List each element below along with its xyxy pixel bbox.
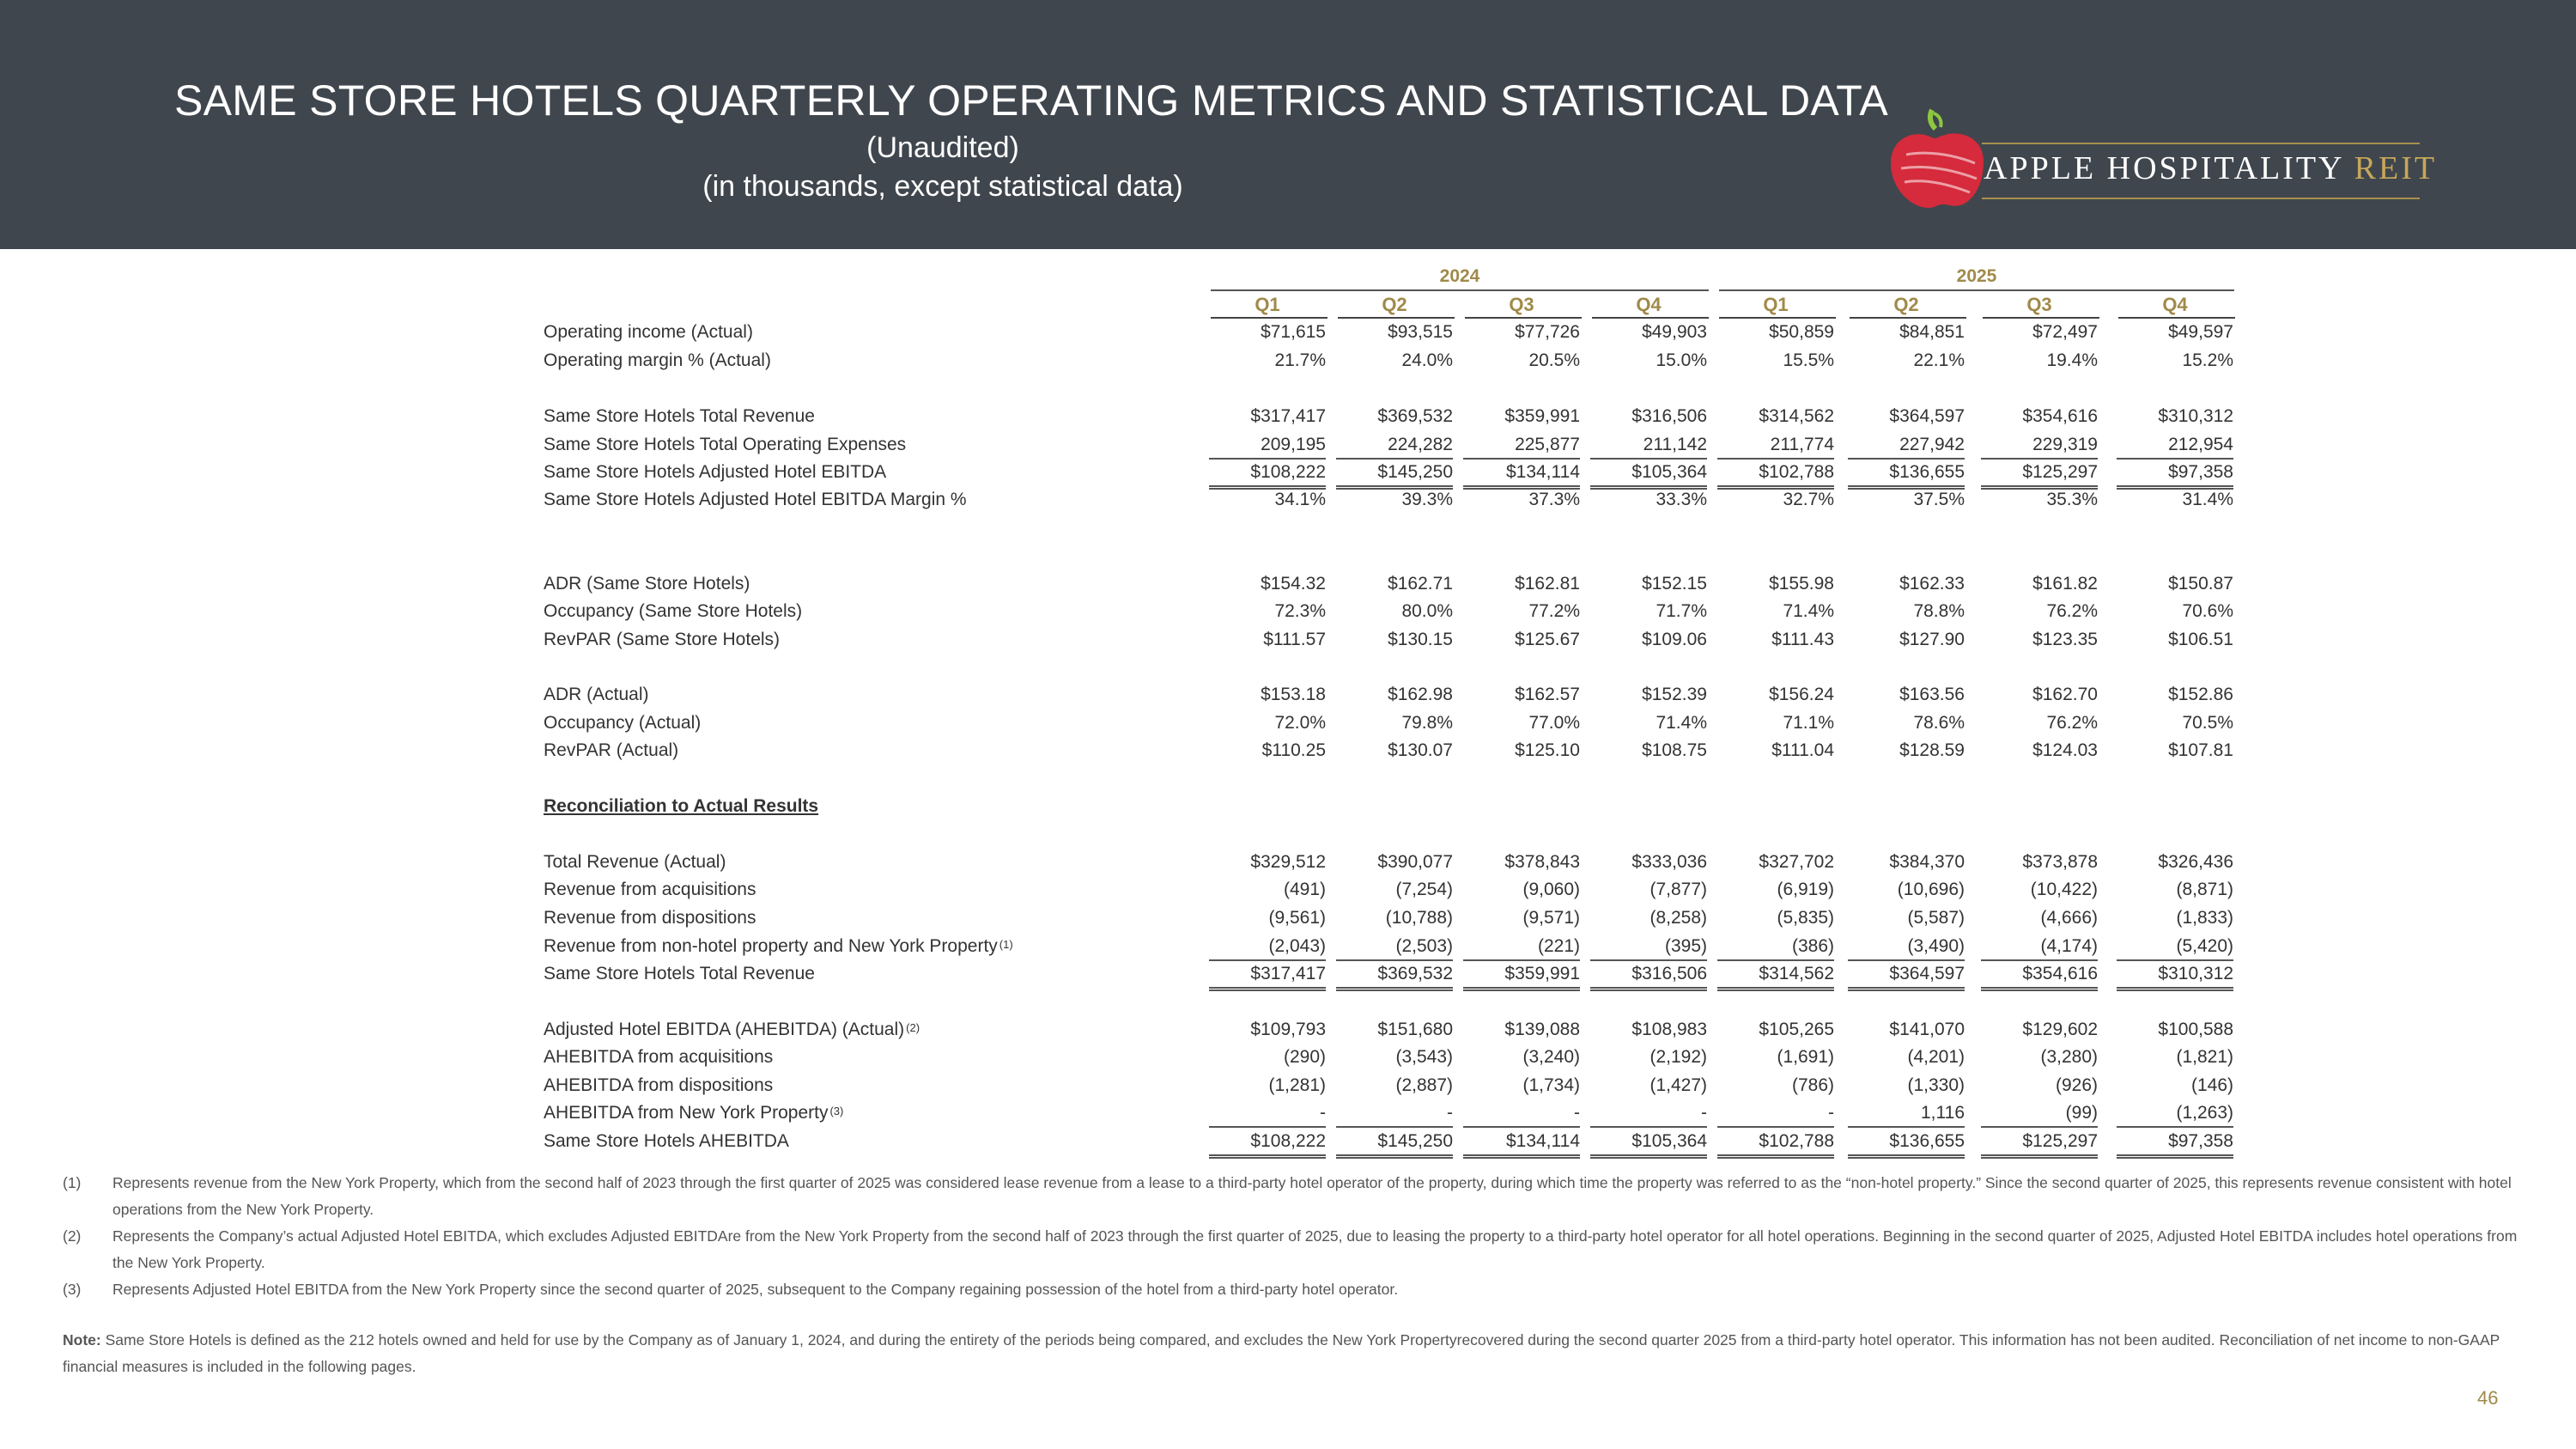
table-cell: (1,263) (2117, 1100, 2233, 1128)
table-cell: 71.1% (1783, 713, 1834, 733)
table-cell: $390,077 (1377, 852, 1453, 872)
table-cell: $129,602 (2022, 1020, 2098, 1039)
table-cell: (7,254) (1395, 880, 1453, 899)
table-cell: $326,436 (2158, 852, 2233, 872)
table-cell: 24.0% (1401, 350, 1453, 370)
table-cell: $105,265 (1759, 1020, 1834, 1039)
table-cell: $153.18 (1261, 685, 1326, 704)
header-band (0, 0, 2576, 249)
table-cell: $136,655 (1848, 1129, 1965, 1159)
table-cell: 212,954 (2117, 432, 2233, 460)
table-cell: $125,297 (1981, 460, 2098, 490)
table-cell: $310,312 (2158, 406, 2233, 426)
table-cell: $155.98 (1769, 574, 1834, 594)
table-cell: (1,281) (1268, 1075, 1326, 1095)
table-cell: $161.82 (2032, 574, 2098, 594)
table-cell: $109,793 (1250, 1020, 1326, 1039)
table-cell: (2,043) (1209, 934, 1326, 961)
row-label: Revenue from acquisitions (544, 880, 756, 899)
table-row (0, 460, 2576, 487)
table-cell: $125,297 (1981, 1129, 2098, 1159)
table-cell: (4,174) (1981, 934, 2098, 961)
table-cell: - (1590, 1100, 1707, 1128)
table-cell: 224,282 (1336, 432, 1453, 460)
table-cell: (9,571) (1522, 908, 1580, 928)
table-cell: $369,532 (1377, 406, 1453, 426)
table-cell: $154.32 (1261, 574, 1326, 594)
table-cell: $151,680 (1377, 1020, 1453, 1039)
table-cell: $145,250 (1336, 460, 1453, 490)
logo-rule-top (1982, 143, 2420, 144)
table-row (0, 571, 2576, 599)
table-cell: $136,655 (1848, 460, 1965, 490)
table-row (0, 934, 2576, 961)
table-cell: (1,833) (2176, 908, 2233, 928)
row-label: AHEBITDA from dispositions (544, 1075, 774, 1095)
table-cell: - (1209, 1100, 1326, 1128)
table-cell: $162.81 (1515, 574, 1580, 594)
footnote-text: Represents revenue from the New York Property, which from the second half of 2023 through the first quarter of 2025 was considered lease revenue from a lease to a third-party hotel operator of the property, during which time the property was referred to as the “non-hotel property.” Since the second quarter of 2025, this represents revenue consistent with hotel operations from the New York Property. (112, 1174, 2512, 1218)
table-cell: (3,543) (1395, 1047, 1453, 1067)
quarter-header-rule (1592, 317, 1709, 319)
table-row (0, 1044, 2576, 1072)
year-rule-2024 (1211, 289, 1709, 291)
row-label: Reconciliation to Actual Results (544, 796, 819, 816)
table-cell: $77,726 (1515, 322, 1580, 342)
table-row (0, 849, 2576, 877)
table-row (0, 348, 2576, 375)
table-cell: (3,240) (1522, 1047, 1580, 1067)
quarter-header: Q3 (1509, 294, 1534, 315)
table-cell: $125.10 (1515, 740, 1580, 760)
table-cell: $110.25 (1261, 740, 1326, 760)
quarter-header: Q1 (1255, 294, 1280, 315)
table-cell: $107.81 (2168, 740, 2233, 760)
table-row (0, 432, 2576, 460)
table-cell: $317,417 (1250, 406, 1326, 426)
table-cell: (1,691) (1777, 1047, 1834, 1067)
table-cell: $314,562 (1759, 406, 1834, 426)
table-cell: $162.70 (2032, 685, 2098, 704)
table-cell: 72.3% (1274, 601, 1326, 621)
table-cell: 21.7% (1274, 350, 1326, 370)
table-cell: (3,490) (1848, 934, 1965, 961)
table-cell: 15.2% (2182, 350, 2233, 370)
year-rule-2025 (1719, 289, 2234, 291)
table-cell: (8,258) (1649, 908, 1707, 928)
table-cell: $109.06 (1642, 630, 1707, 649)
table-cell: $128.59 (1899, 740, 1965, 760)
table-cell: $123.35 (2032, 630, 2098, 649)
footnote (63, 1223, 2536, 1276)
table-cell: $124.03 (2032, 740, 2098, 760)
table-cell: $150.87 (2168, 574, 2233, 594)
table-cell: (1,330) (1907, 1075, 1965, 1095)
table-cell: 77.2% (1528, 601, 1580, 621)
table-cell: $141,070 (1889, 1020, 1965, 1039)
table-cell: (1,734) (1522, 1075, 1580, 1095)
table-cell: $108,983 (1631, 1020, 1707, 1039)
row-label: Same Store Hotels Total Revenue (544, 406, 815, 426)
table-row (0, 1129, 2576, 1156)
table-cell: $130.15 (1388, 630, 1453, 649)
company-logo-text: APPLE HOSPITALITY REIT (1984, 150, 2438, 186)
table-cell: (10,788) (1385, 908, 1453, 928)
footnote-marker: (1) (999, 938, 1013, 951)
year-header-2024: 2024 (1439, 266, 1480, 286)
table-cell: 39.3% (1401, 490, 1453, 509)
table-row (0, 1017, 2576, 1044)
table-cell: 211,774 (1717, 432, 1834, 460)
table-cell: $130.07 (1388, 740, 1453, 760)
table-cell: $359,991 (1504, 406, 1580, 426)
table-row (0, 794, 2576, 821)
row-label: Same Store Hotels AHEBITDA (544, 1131, 789, 1151)
row-label: Occupancy (Actual) (544, 713, 702, 733)
table-cell: $106.51 (2168, 630, 2233, 649)
table-row (0, 710, 2576, 738)
table-cell: $105,364 (1590, 460, 1707, 490)
subtitle-units: (in thousands, except statistical data) (702, 170, 1183, 203)
table-cell: 1,116 (1848, 1100, 1965, 1128)
footnote-marker: (2) (906, 1021, 920, 1034)
quarter-header: Q1 (1763, 294, 1789, 315)
table-cell: $49,903 (1642, 322, 1707, 342)
footnote-marker: (3) (829, 1105, 844, 1117)
table-cell: 15.5% (1783, 350, 1834, 370)
table-cell: (4,201) (1907, 1047, 1965, 1067)
table-cell: $97,358 (2117, 1129, 2233, 1159)
table-cell: $327,702 (1759, 852, 1834, 872)
table-cell: - (1336, 1100, 1453, 1128)
table-cell: $364,597 (1889, 406, 1965, 426)
table-cell: 76.2% (2046, 601, 2098, 621)
row-label: Same Store Hotels Adjusted Hotel EBITDA (544, 462, 887, 482)
table-cell: 71.4% (1656, 713, 1707, 733)
table-cell: $111.04 (1771, 740, 1834, 760)
table-cell: $108,222 (1209, 1129, 1326, 1159)
quarter-header-rule (1211, 317, 1327, 319)
table-cell: $102,788 (1717, 1129, 1834, 1159)
year-header-2025: 2025 (1956, 266, 1997, 286)
table-cell: $329,512 (1250, 852, 1326, 872)
table-cell: 37.5% (1913, 490, 1965, 509)
row-label: AHEBITDA from New York Property $^{(3)}$ (544, 1103, 844, 1123)
table-cell: - (1717, 1100, 1834, 1128)
row-label: ADR (Same Store Hotels) (544, 574, 750, 594)
table-cell: 79.8% (1401, 713, 1453, 733)
table-cell: 229,319 (1981, 432, 2098, 460)
table-cell: (395) (1590, 934, 1707, 961)
page-number: 46 (2477, 1387, 2499, 1409)
table-cell: $111.43 (1771, 630, 1834, 649)
table-cell: $100,588 (2158, 1020, 2233, 1039)
table-cell: $162.57 (1515, 685, 1580, 704)
table-cell: $108,222 (1209, 460, 1326, 490)
table-cell: 211,142 (1590, 432, 1707, 460)
note: Note: Same Store Hotels is defined as the 212 hotels owned and held for use by the Company as of January 1, 2024, and during the entirety of the periods being compared, and excludes the New York Propertyrecovered during the second quarter 2025 from a third-party hotel operator. This information has not been audited. Reconciliation of net income to non-GAAP financial measures is included in the following pages. (63, 1331, 2500, 1375)
table-cell: (146) (2190, 1075, 2233, 1095)
table-cell: (10,696) (1897, 880, 1965, 899)
table-cell: $378,843 (1504, 852, 1580, 872)
row-label: Operating margin % (Actual) (544, 350, 771, 370)
table-cell: 71.4% (1783, 601, 1834, 621)
table-cell: $152.15 (1642, 574, 1707, 594)
row-label: Same Store Hotels Total Revenue (544, 964, 815, 983)
table-cell: $108.75 (1642, 740, 1707, 760)
table-cell: (9,060) (1522, 880, 1580, 899)
table-cell: $49,597 (2168, 322, 2233, 342)
quarter-header-rule (2118, 317, 2235, 319)
table-cell: 70.5% (2182, 713, 2233, 733)
table-row (0, 682, 2576, 709)
table-cell: $152.86 (2168, 685, 2233, 704)
table-cell: $127.90 (1899, 630, 1965, 649)
footnote-text: Represents Adjusted Hotel EBITDA from the New York Property since the second quarter of 2025, subsequent to the Company regaining possession of the hotel from a third-party hotel operator. (112, 1281, 1399, 1298)
table-cell: 19.4% (2046, 350, 2098, 370)
table-cell: (8,871) (2176, 880, 2233, 899)
table-row (0, 599, 2576, 626)
table-cell: (2,887) (1395, 1075, 1453, 1095)
table-cell: $333,036 (1631, 852, 1707, 872)
table-cell: (4,666) (2040, 908, 2098, 928)
quarter-header-rule (1465, 317, 1582, 319)
table-cell: $384,370 (1889, 852, 1965, 872)
table-cell: 78.6% (1913, 713, 1965, 733)
table-cell: $134,114 (1463, 1129, 1580, 1159)
footnotes (63, 1170, 2536, 1303)
table-cell: - (1463, 1100, 1580, 1128)
table-cell: $72,497 (2032, 322, 2098, 342)
quarter-header-rule (1338, 317, 1455, 319)
table-row (0, 738, 2576, 765)
table-cell: $97,358 (2117, 460, 2233, 490)
table-row (0, 404, 2576, 431)
table-cell: $134,114 (1463, 460, 1580, 490)
table-row (0, 877, 2576, 904)
row-label: Operating income (Actual) (544, 322, 753, 342)
table-cell: $314,562 (1717, 961, 1834, 991)
row-label: RevPAR (Same Store Hotels) (544, 630, 781, 649)
table-cell: 80.0% (1401, 601, 1453, 621)
table-cell: (2,192) (1649, 1047, 1707, 1067)
table-cell: 15.0% (1656, 350, 1707, 370)
table-cell: $310,312 (2117, 961, 2233, 991)
table-cell: $163.56 (1899, 685, 1965, 704)
table-cell: $162.98 (1388, 685, 1453, 704)
table-row (0, 961, 2576, 989)
table-cell: $354,616 (2022, 406, 2098, 426)
table-cell: (5,587) (1907, 908, 1965, 928)
table-cell: $316,506 (1631, 406, 1707, 426)
table-cell: (6,919) (1777, 880, 1834, 899)
quarter-header: Q3 (2026, 294, 2052, 315)
table-cell: $102,788 (1717, 460, 1834, 490)
table-cell: 71.7% (1656, 601, 1707, 621)
table-cell: (926) (2055, 1075, 2098, 1095)
table-cell: 209,195 (1209, 432, 1326, 460)
table-cell: (1,821) (2176, 1047, 2233, 1067)
logo-rule-bottom (1982, 198, 2420, 199)
row-label: RevPAR (Actual) (544, 740, 679, 760)
table-cell: $84,851 (1899, 322, 1965, 342)
table-cell: (2,503) (1336, 934, 1453, 961)
table-cell: $125.67 (1515, 630, 1580, 649)
table-cell: (290) (1283, 1047, 1326, 1067)
table-cell: 227,942 (1848, 432, 1965, 460)
table-cell: $364,597 (1848, 961, 1965, 991)
table-row (0, 905, 2576, 933)
table-cell: $145,250 (1336, 1129, 1453, 1159)
table-cell: $156.24 (1769, 685, 1834, 704)
row-label: Same Store Hotels Adjusted Hotel EBITDA Margin % (544, 490, 967, 509)
row-label: AHEBITDA from acquisitions (544, 1047, 774, 1067)
table-cell: 35.3% (2046, 490, 2098, 509)
table-cell: $317,417 (1209, 961, 1326, 991)
table-cell: 32.7% (1783, 490, 1834, 509)
table-cell: 34.1% (1274, 490, 1326, 509)
table-cell: 76.2% (2046, 713, 2098, 733)
footnote-number: (2) (63, 1227, 82, 1245)
table-row (0, 627, 2576, 654)
table-cell: (9,561) (1268, 908, 1326, 928)
table-cell: (5,835) (1777, 908, 1834, 928)
table-cell: (7,877) (1649, 880, 1707, 899)
table-cell: $373,878 (2022, 852, 2098, 872)
table-cell: $139,088 (1504, 1020, 1580, 1039)
table-cell: 20.5% (1528, 350, 1580, 370)
table-cell: $71,615 (1261, 322, 1326, 342)
table-cell: $152.39 (1642, 685, 1707, 704)
table-row (0, 320, 2576, 347)
table-cell: 78.8% (1913, 601, 1965, 621)
table-cell: $105,364 (1590, 1129, 1707, 1159)
quarter-header-rule (1983, 317, 2099, 319)
table-cell: (99) (1981, 1100, 2098, 1128)
table-cell: 33.3% (1656, 490, 1707, 509)
table-cell: 70.6% (2182, 601, 2233, 621)
table-cell: $111.57 (1263, 630, 1326, 649)
table-cell: $369,532 (1336, 961, 1453, 991)
subtitle-unaudited: (Unaudited) (866, 131, 1019, 164)
table-cell: $162.71 (1388, 574, 1453, 594)
table-row (0, 487, 2576, 514)
table-cell: (3,280) (2040, 1047, 2098, 1067)
table-cell: $50,859 (1769, 322, 1834, 342)
table-cell: (786) (1791, 1075, 1834, 1095)
table-cell: (5,420) (2117, 934, 2233, 961)
table-cell: $93,515 (1388, 322, 1453, 342)
quarter-header: Q2 (1382, 294, 1407, 315)
page-title: SAME STORE HOTELS QUARTERLY OPERATING METRICS AND STATISTICAL DATA (174, 76, 1889, 125)
table-cell: 37.3% (1528, 490, 1580, 509)
quarter-header: Q4 (1636, 294, 1662, 315)
footnote-text: Represents the Company’s actual Adjusted Hotel EBITDA, which excludes Adjusted EBITDAre from the New York Property from the second half of 2023 through the first quarter of 2025, due to leasing the property to a third-party hotel operator for all hotel operations. Beginning in the second quarter of 2025, Adjusted Hotel EBITDA includes hotel operations from the New York Property. (112, 1227, 2518, 1271)
table-cell: (491) (1283, 880, 1326, 899)
table-cell: 22.1% (1913, 350, 1965, 370)
quarter-header-rule (1850, 317, 1966, 319)
table-cell: 72.0% (1274, 713, 1326, 733)
row-label: Occupancy (Same Store Hotels) (544, 601, 803, 621)
table-cell: (1,427) (1649, 1075, 1707, 1095)
table-cell: $359,991 (1463, 961, 1580, 991)
table-cell: 77.0% (1528, 713, 1580, 733)
table-row (0, 1073, 2576, 1100)
quarter-header-rule (1719, 317, 1836, 319)
row-label: Revenue from dispositions (544, 908, 756, 928)
row-label: Revenue from non-hotel property and New York Property $^{(1)}$ (544, 936, 1013, 956)
quarter-header: Q4 (2162, 294, 2188, 315)
footnote-number: (3) (63, 1281, 82, 1298)
table-cell: $354,616 (1981, 961, 2098, 991)
table-cell: 225,877 (1463, 432, 1580, 460)
table-cell: $316,506 (1590, 961, 1707, 991)
table-cell: 31.4% (2182, 490, 2233, 509)
footnote-number: (1) (63, 1174, 82, 1191)
footnote (63, 1170, 2536, 1223)
quarter-header: Q2 (1893, 294, 1919, 315)
row-label: Same Store Hotels Total Operating Expenses (544, 435, 907, 454)
table-cell: (221) (1463, 934, 1580, 961)
row-label: ADR (Actual) (544, 685, 649, 704)
row-label: Adjusted Hotel EBITDA (AHEBITDA) (Actual) $^{(2)}$ (544, 1020, 920, 1039)
row-label: Total Revenue (Actual) (544, 852, 726, 872)
table-cell: $162.33 (1899, 574, 1965, 594)
table-cell: (10,422) (2030, 880, 2098, 899)
table-cell: (386) (1717, 934, 1834, 961)
footnote (63, 1276, 2536, 1303)
table-row (0, 1100, 2576, 1128)
